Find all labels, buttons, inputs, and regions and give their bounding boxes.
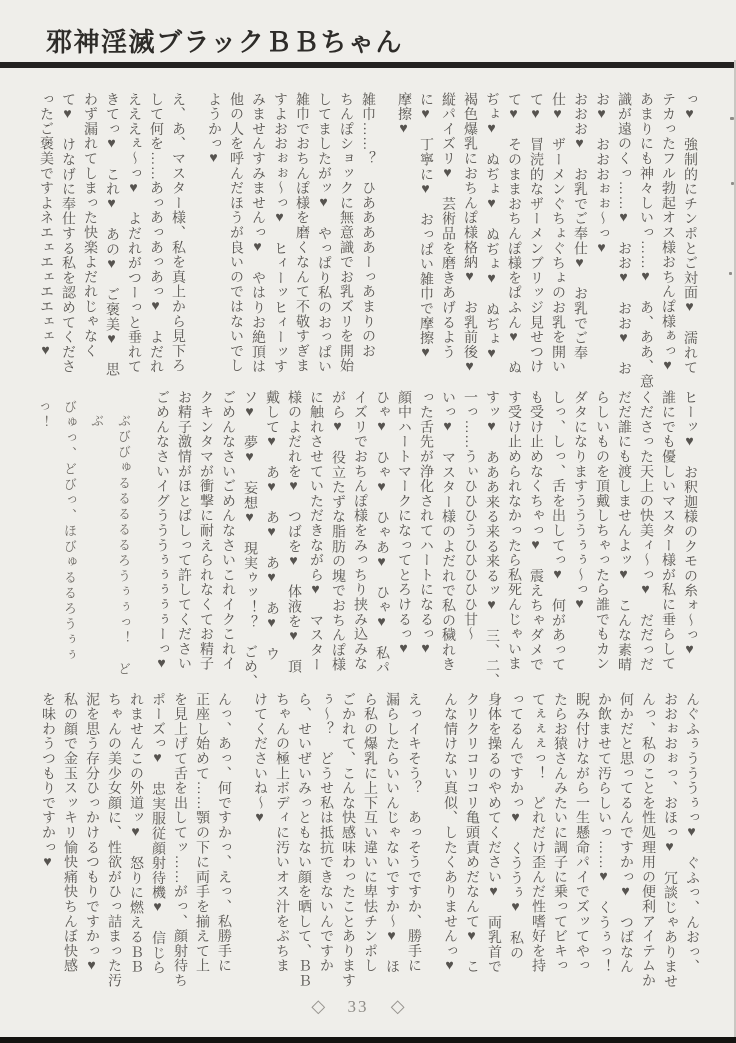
text-column: も受け止めなくちゃっ♥ 震えちゃダメで: [528, 390, 543, 673]
text-column: ら私の爆乳に上下互い違いに卑怯チンポし: [362, 692, 377, 974]
text-column: え、あ、マスター様、私を真上から見下ろ: [170, 92, 185, 374]
text-column: ダタになりますうううぅぅ～っ♥: [572, 390, 587, 613]
diamond-icon-right: ◇: [390, 996, 405, 1016]
text-column: テカったフル勃起オス様おちんぽ様ぁっ♥: [660, 92, 675, 375]
sfx-scrawl-column: びゅっ、どびっ、ほびゅるるろうぅぅっ！: [34, 400, 76, 664]
text-column: おおぉおぉっ、おほっ♥ 冗談じゃありませ: [662, 692, 677, 989]
text-column: すッ♥ あああ来る来る来るッ♥ 三、二、: [484, 390, 499, 688]
text-column: おおお♥ お乳でご奉仕♥ お乳でご奉: [572, 92, 587, 361]
text-column: に♥ 丁寧に♥ おっぱい雑巾で摩擦♥: [418, 92, 433, 362]
text-column: んっ、あっ、何ですかっ、えっ、私勝手に: [216, 692, 231, 974]
text-column: て♥ けなげに奉仕する私を認めてくださ: [60, 92, 75, 375]
text-column: に触れさせていただきながら♥ マスター: [308, 390, 323, 673]
text-column: 身体を操るのやめてください♥ 両乳首で: [486, 692, 501, 975]
text-column: れませんこの外道ッ♥ 怒りに燃えるＢＢ: [128, 692, 143, 975]
text-column: ったご褒美ですよネエェエェエエェェ♥: [38, 92, 53, 360]
text-column: ぢょ♥ ぬぢょ♥ ぬぢょ♥ ぬぢょ♥: [484, 92, 499, 363]
text-column: ちゃんの美少女顔に、性欲がひっ詰まった汚: [106, 692, 121, 988]
text-block-1: [34, 92, 700, 394]
text-column: 雑巾でおちんぽ様を磨くなんて不敬すぎま: [294, 92, 309, 374]
text-column: らしいものを頂戴しちゃったら誰でもカン: [594, 390, 609, 672]
text-column: たらお猿さんみたいに調子に乗ってビキっ: [552, 692, 567, 974]
text-column: ちゃんの極上ボディに汚いオス汁をぶちま: [274, 692, 289, 974]
text-column: か飲ませて汚らしいっ……♥ くうぅっ！: [596, 692, 611, 975]
text-column: 戴して♥ あ♥ あ♥ あ♥ あ♥ ウ: [264, 390, 279, 662]
text-column: いっ♥ マスター様のよだれで私の穢れき: [440, 390, 455, 673]
text-column: ひゃ♥ ひゃ♥ ひゃあ♥ ひゃ♥ 私パ: [374, 390, 389, 676]
text-column: す受け止められなかったら私死んじゃいま: [506, 390, 521, 672]
text-column: しっ、しっ、舌を出してっ♥ 何があって: [550, 390, 565, 673]
scan-edge-bottom: [0, 1037, 736, 1043]
text-column: クキンタマが衝撃に耐えられなくてお精子: [198, 390, 213, 672]
text-column: を見上げて舌を出してッ……がっ、顔射待ち: [172, 692, 187, 988]
text-column: 一っ……うぃひひひうひひひひひ甘～: [462, 390, 477, 642]
text-column: 仕♥ ザーメンぐちょぐちょのお乳を開い: [550, 92, 565, 375]
text-column: 睨み付けながら一生懸命パイでズッてやっ: [574, 692, 589, 974]
title-divider-rule: [0, 62, 736, 68]
diamond-icon-left: ◇: [311, 996, 326, 1016]
text-column: すよおおぉぉ～っ♥ ヒィーッヒィーッす: [272, 92, 287, 375]
text-column: 顔中ハートマークになってとろけるっ♥: [396, 390, 411, 658]
text-column: ポーズっ♥ 忠実服従顔射待機♥ 信じら: [150, 692, 165, 976]
text-column: てぇぇぇっ！ どれだけ歪んだ性嗜好を持: [530, 692, 545, 974]
text-column: ようかっ♥: [206, 92, 221, 167]
text-column: っ♥ 強制的にチンポとご対面♥ 濡れて: [682, 92, 697, 376]
text-column: んな情けない真似、したくありませんっ♥: [442, 692, 457, 975]
text-column: 摩擦♥: [396, 92, 411, 138]
text-column: ごめんなさいイグうううぅぅぅぅぅーっ♥: [154, 390, 169, 673]
text-column: を味わうつもりですかっ♥: [40, 692, 55, 871]
text-column: 漏らしたらいいんじゃないですか～♥ ほ: [384, 692, 399, 975]
text-column: きてっ♥ これ♥ あの♥ ご褒美♥ 思: [104, 92, 119, 378]
text-column: 縦パイズリ♥ 芸術品を磨きあげるよう: [440, 92, 455, 360]
text-column: クリクリコリコリ亀頭責めだなんて♥ こ: [464, 692, 479, 975]
text-column: がら♥ 役立たずな脂肪の塊でおちんぽ様: [330, 390, 345, 673]
text-column: えええぇ～っ♥ よだれがつーっと垂れて: [126, 92, 141, 375]
text-column: して何を……あっあっあっあっ♥ よだれ: [148, 92, 163, 375]
text-column: ぅ～？ どうせ私は抵抗できないんですか: [318, 692, 333, 974]
scan-speck: [729, 272, 732, 275]
text-column: イズリでおちんぽ様をみっちり挟み込みな: [352, 390, 367, 672]
text-column: だだ誰にも渡しませんよッ♥ こんな素晴: [616, 390, 631, 673]
text-column: ごめんなさいごめんなさいこれイクこれイ: [220, 390, 235, 672]
text-column: 様のよだれを♥ つばを♥ 体液を♥ 頂: [286, 390, 301, 675]
text-column: んぐふぅうううぅっ♥ ぐふっ、んおっ、: [684, 692, 699, 975]
text-column: ってるんですかっ♥ くううぅ♥ 私の: [508, 692, 523, 961]
text-column: けてくださいね～♥: [252, 692, 267, 827]
page-footer: [0, 996, 716, 1017]
page-title: 邪神淫滅ブラックＢＢちゃん: [46, 28, 403, 57]
text-column: ら、せいぜいみっともない顔を晒して、ＢＢ: [296, 692, 311, 988]
text-column: 識が遠のくっ……♥ おお♥ おお♥ お: [616, 92, 631, 377]
text-column: わず漏れてしまった快楽よだれじゃなく: [82, 92, 97, 359]
text-column: 何かだと思ってるんですかっ♥ つばなん: [618, 692, 633, 975]
text-column: て♥ そのままおちんぽ様をぱふん♥ ぬ: [506, 92, 521, 376]
text-column: くださった天上の快美ィ～っ♥ だだっだ: [638, 390, 653, 673]
text-block-2: [28, 390, 700, 692]
text-column: みませんすみませんっ♥ やはりお絶頂は: [250, 92, 265, 375]
text-column: 褐色爆乳におちんぽ様格納♥ お乳前後♥: [462, 92, 477, 376]
text-column: えっイキそう？ あっそうですか、勝手に: [406, 692, 421, 974]
page-number: 33: [347, 997, 369, 1016]
text-column: ソ♥ 夢♥ 妄想♥ 現実ゥッ！？ ごめ、: [242, 390, 257, 689]
text-column: ちんぽショックに無意識でお乳ズリを開始: [338, 92, 353, 374]
sfx-scrawl-column: ぶびびゅるるるるるろうぅぅっ！ どぶ: [88, 414, 130, 678]
text-column: んっ、私のことを性処理用の便利アイテムか: [640, 692, 655, 988]
text-column: 誰にでも優しいマスター様が私に垂らして: [660, 390, 675, 672]
text-column: してましたがッ♥ やっぱり私のおっぱい: [316, 92, 331, 375]
text-column: ヒーッ♥ お釈迦様のクモの糸ォ～っ♥: [682, 390, 697, 659]
text-column: 私の顔で金玉スッキリ愉快痛快ちんぼ快感: [62, 692, 77, 974]
text-column: あまりにも神々しいっ……♥ あ、ああ、意: [638, 92, 653, 389]
text-column: ごかれて、こんな快感味わったことあります: [340, 692, 355, 988]
text-column: お精子激情がほとばしって許してください: [176, 390, 191, 672]
text-column: て♥ 冒涜的なザーメンブリッジ見せつけ: [528, 92, 543, 375]
text-column: 雑巾……？ ひああああーっあまりのお: [360, 92, 375, 359]
text-column: った舌先が浄化されてハートになるっ♥: [418, 390, 433, 658]
text-block-3: [36, 692, 702, 994]
text-column: 正座し始めて……顎の下に両手を揃えて上: [194, 692, 209, 974]
text-column: 泥を思う存分ひっかけるつもりですかっ♥: [84, 692, 99, 975]
text-column: お♥ おおおぉぉ～っ♥: [594, 92, 609, 257]
text-column: 他の人を呼んだほうが良いのではないでし: [228, 92, 243, 374]
